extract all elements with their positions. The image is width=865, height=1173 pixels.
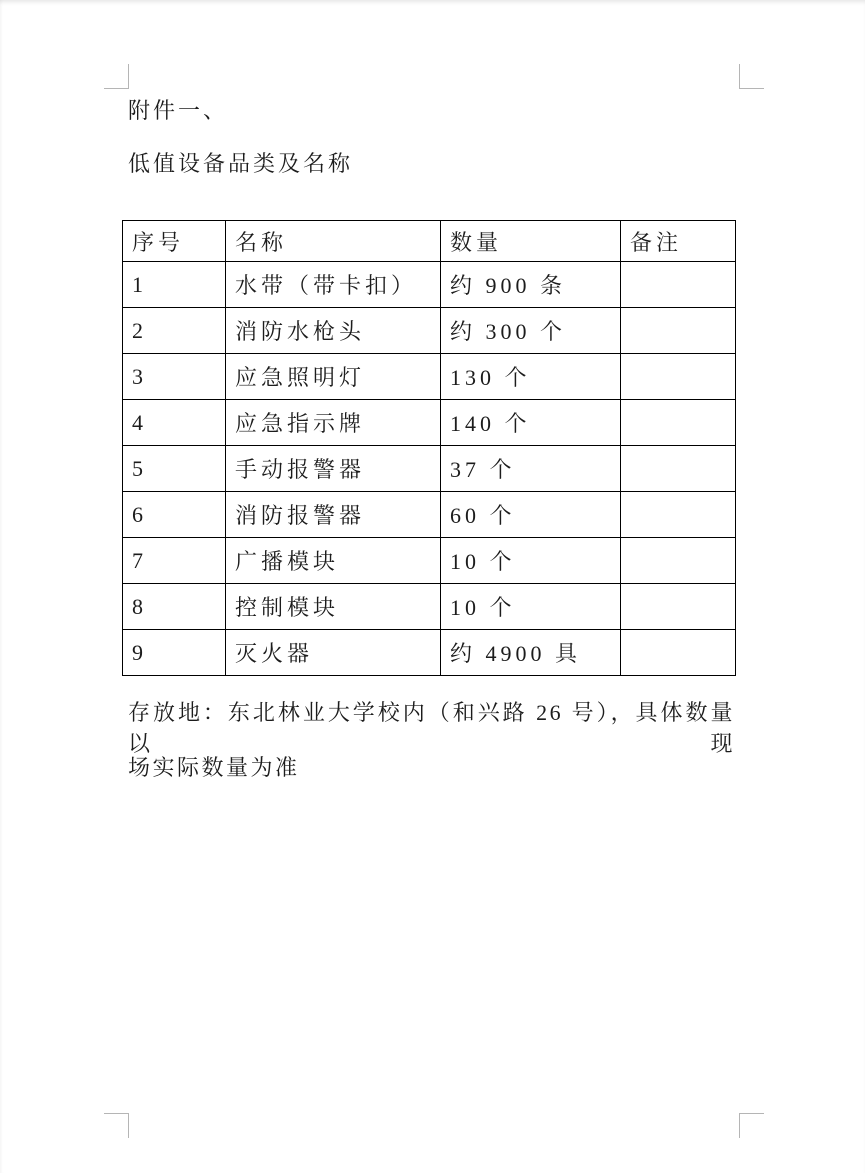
table-row <box>123 446 736 492</box>
table-row <box>123 584 736 630</box>
cell-index: 6 <box>123 492 226 538</box>
cell-quantity: 37 个 <box>441 446 621 492</box>
cell-index: 7 <box>123 538 226 584</box>
attachment-label: 附件一、 <box>128 98 229 123</box>
table-row <box>123 400 736 446</box>
cell-index: 4 <box>123 400 226 446</box>
table-row <box>123 538 736 584</box>
cell-quantity: 10 个 <box>441 538 621 584</box>
cell-quantity: 60 个 <box>441 492 621 538</box>
cell-index: 5 <box>123 446 226 492</box>
column-header-index: 序号 <box>123 221 226 262</box>
cell-name: 消防报警器 <box>226 492 441 538</box>
cell-remark <box>621 492 736 538</box>
cell-remark <box>621 308 736 354</box>
crop-mark-bottom-left <box>104 1113 129 1138</box>
cell-remark <box>621 354 736 400</box>
table-row <box>123 262 736 308</box>
cell-quantity: 约 900 条 <box>441 262 621 308</box>
column-header-quantity: 数量 <box>441 221 621 262</box>
column-header-remark: 备注 <box>621 221 736 262</box>
cell-remark <box>621 584 736 630</box>
crop-mark-bottom-right <box>739 1113 764 1138</box>
equipment-table <box>122 220 736 676</box>
cell-quantity: 约 4900 具 <box>441 630 621 676</box>
cell-remark <box>621 400 736 446</box>
cell-name: 控制模块 <box>226 584 441 630</box>
cell-name: 应急指示牌 <box>226 400 441 446</box>
table-row <box>123 308 736 354</box>
document-title: 低值设备品类及名称 <box>128 151 354 176</box>
cell-name: 广播模块 <box>226 538 441 584</box>
cell-quantity: 约 300 个 <box>441 308 621 354</box>
cell-index: 9 <box>123 630 226 676</box>
table-row <box>123 630 736 676</box>
cell-remark <box>621 630 736 676</box>
cell-name: 灭火器 <box>226 630 441 676</box>
cell-remark <box>621 446 736 492</box>
column-header-name: 名称 <box>226 221 441 262</box>
cell-name: 应急照明灯 <box>226 354 441 400</box>
table-row <box>123 354 736 400</box>
cell-quantity: 10 个 <box>441 584 621 630</box>
cell-name: 手动报警器 <box>226 446 441 492</box>
storage-note-line-2: 场实际数量为准 <box>128 755 300 780</box>
cell-index: 3 <box>123 354 226 400</box>
cell-quantity: 130 个 <box>441 354 621 400</box>
cell-remark <box>621 538 736 584</box>
cell-index: 1 <box>123 262 226 308</box>
table-header-row <box>123 221 736 262</box>
crop-mark-top-right <box>739 64 764 89</box>
cell-name: 水带（带卡扣） <box>226 262 441 308</box>
cell-index: 2 <box>123 308 226 354</box>
cell-name: 消防水枪头 <box>226 308 441 354</box>
cell-index: 8 <box>123 584 226 630</box>
storage-note-line-1: 存放地：东北林业大学校内（和兴路 26 号），具体数量以现 <box>128 700 735 756</box>
crop-mark-top-left <box>104 64 129 89</box>
cell-remark <box>621 262 736 308</box>
cell-quantity: 140 个 <box>441 400 621 446</box>
table-row <box>123 492 736 538</box>
